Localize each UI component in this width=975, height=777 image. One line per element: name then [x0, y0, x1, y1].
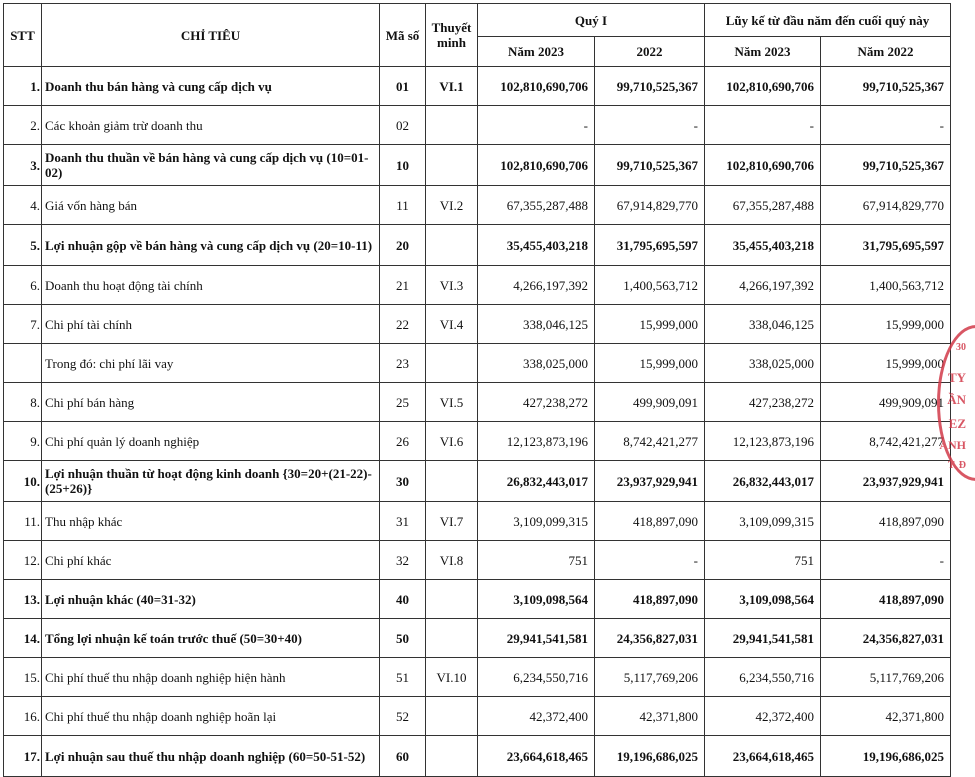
row-quarter-2023: - — [478, 106, 595, 145]
row-code: 25 — [380, 383, 426, 422]
row-stt: 14. — [4, 619, 42, 658]
row-indicator: Lợi nhuận sau thuế thu nhập doanh nghiệp (60=50-51-52) — [42, 736, 380, 777]
row-note — [426, 736, 478, 777]
row-quarter-2023: 338,025,000 — [478, 344, 595, 383]
row-stt: 9. — [4, 422, 42, 461]
row-indicator: Doanh thu thuần về bán hàng và cung cấp dịch vụ (10=01-02) — [42, 145, 380, 186]
table-row — [4, 383, 951, 422]
row-cumulative-2023: 338,025,000 — [705, 344, 821, 383]
table-row — [4, 186, 951, 225]
row-quarter-2022: 1,400,563,712 — [595, 266, 705, 305]
row-indicator: Giá vốn hàng bán — [42, 186, 380, 225]
row-indicator: Chi phí quản lý doanh nghiệp — [42, 422, 380, 461]
row-stt: 17. — [4, 736, 42, 777]
row-code: 60 — [380, 736, 426, 777]
row-code: 02 — [380, 106, 426, 145]
row-cumulative-2023: 427,238,272 — [705, 383, 821, 422]
row-stt — [4, 344, 42, 383]
row-cumulative-2023: 4,266,197,392 — [705, 266, 821, 305]
row-indicator: Chi phí khác — [42, 541, 380, 580]
row-quarter-2022: 8,742,421,277 — [595, 422, 705, 461]
row-stt: 13. — [4, 580, 42, 619]
row-stt: 1. — [4, 67, 42, 106]
row-indicator: Trong đó: chi phí lãi vay — [42, 344, 380, 383]
table-row — [4, 266, 951, 305]
table-row — [4, 697, 951, 736]
row-quarter-2023: 67,355,287,488 — [478, 186, 595, 225]
header-quarter-2022: 2022 — [595, 37, 705, 67]
row-cumulative-2022: 499,909,091 — [821, 383, 951, 422]
row-quarter-2023: 12,123,873,196 — [478, 422, 595, 461]
row-indicator: Các khoản giảm trừ doanh thu — [42, 106, 380, 145]
row-cumulative-2022: - — [821, 106, 951, 145]
row-code: 11 — [380, 186, 426, 225]
row-stt: 2. — [4, 106, 42, 145]
row-indicator: Tổng lợi nhuận kế toán trước thuế (50=30+40) — [42, 619, 380, 658]
row-quarter-2023: 102,810,690,706 — [478, 67, 595, 106]
row-note — [426, 697, 478, 736]
row-note — [426, 106, 478, 145]
row-indicator: Lợi nhuận thuần từ hoạt động kinh doanh {30=20+(21-22)-(25+26)} — [42, 461, 380, 502]
table-row — [4, 422, 951, 461]
row-cumulative-2023: 29,941,541,581 — [705, 619, 821, 658]
table-row — [4, 619, 951, 658]
row-cumulative-2022: 8,742,421,277 — [821, 422, 951, 461]
row-indicator: Chi phí thuế thu nhập doanh nghiệp hoãn lại — [42, 697, 380, 736]
row-cumulative-2022: 5,117,769,206 — [821, 658, 951, 697]
table-body — [4, 67, 951, 777]
table-row — [4, 106, 951, 145]
row-quarter-2022: 418,897,090 — [595, 580, 705, 619]
row-cumulative-2022: 42,371,800 — [821, 697, 951, 736]
row-note — [426, 344, 478, 383]
row-stt: 12. — [4, 541, 42, 580]
row-note: VI.6 — [426, 422, 478, 461]
row-cumulative-2022: 418,897,090 — [821, 580, 951, 619]
row-cumulative-2022: 1,400,563,712 — [821, 266, 951, 305]
row-stt: 4. — [4, 186, 42, 225]
row-cumulative-2023: 751 — [705, 541, 821, 580]
row-quarter-2022: 67,914,829,770 — [595, 186, 705, 225]
row-cumulative-2022: 418,897,090 — [821, 502, 951, 541]
row-note: VI.1 — [426, 67, 478, 106]
row-cumulative-2022: 24,356,827,031 — [821, 619, 951, 658]
header-note: Thuyết minh — [426, 4, 478, 67]
row-cumulative-2022: 99,710,525,367 — [821, 145, 951, 186]
table-row — [4, 225, 951, 266]
row-indicator: Lợi nhuận khác (40=31-32) — [42, 580, 380, 619]
row-cumulative-2023: - — [705, 106, 821, 145]
row-note: VI.10 — [426, 658, 478, 697]
row-code: 32 — [380, 541, 426, 580]
row-cumulative-2022: - — [821, 541, 951, 580]
row-quarter-2023: 42,372,400 — [478, 697, 595, 736]
row-quarter-2023: 3,109,099,315 — [478, 502, 595, 541]
table-header — [4, 4, 951, 67]
row-cumulative-2022: 15,999,000 — [821, 305, 951, 344]
header-quarter: Quý I — [478, 4, 705, 37]
row-cumulative-2023: 102,810,690,706 — [705, 145, 821, 186]
income-statement-table — [3, 3, 951, 777]
row-quarter-2023: 23,664,618,465 — [478, 736, 595, 777]
row-quarter-2023: 29,941,541,581 — [478, 619, 595, 658]
row-cumulative-2022: 15,999,000 — [821, 344, 951, 383]
table-row — [4, 541, 951, 580]
row-note — [426, 580, 478, 619]
row-code: 52 — [380, 697, 426, 736]
row-note — [426, 619, 478, 658]
table-row — [4, 461, 951, 502]
row-code: 01 — [380, 67, 426, 106]
row-quarter-2023: 751 — [478, 541, 595, 580]
row-quarter-2022: - — [595, 541, 705, 580]
row-quarter-2022: - — [595, 106, 705, 145]
row-quarter-2022: 418,897,090 — [595, 502, 705, 541]
table-row — [4, 305, 951, 344]
row-code: 40 — [380, 580, 426, 619]
row-note: VI.4 — [426, 305, 478, 344]
row-note: VI.2 — [426, 186, 478, 225]
row-code: 51 — [380, 658, 426, 697]
row-cumulative-2023: 102,810,690,706 — [705, 67, 821, 106]
row-stt: 11. — [4, 502, 42, 541]
header-cumulative-2022: Năm 2022 — [821, 37, 951, 67]
row-cumulative-2023: 338,046,125 — [705, 305, 821, 344]
row-cumulative-2022: 19,196,686,025 — [821, 736, 951, 777]
row-quarter-2023: 338,046,125 — [478, 305, 595, 344]
row-indicator: Thu nhập khác — [42, 502, 380, 541]
row-quarter-2022: 23,937,929,941 — [595, 461, 705, 502]
company-seal: 30 TY ẦN EZ ÀNH T. Đ — [937, 325, 975, 481]
row-stt: 16. — [4, 697, 42, 736]
row-indicator: Chi phí bán hàng — [42, 383, 380, 422]
row-cumulative-2023: 23,664,618,465 — [705, 736, 821, 777]
header-cumulative-2023: Năm 2023 — [705, 37, 821, 67]
row-quarter-2022: 5,117,769,206 — [595, 658, 705, 697]
row-quarter-2022: 499,909,091 — [595, 383, 705, 422]
row-code: 50 — [380, 619, 426, 658]
row-note: VI.3 — [426, 266, 478, 305]
row-quarter-2022: 24,356,827,031 — [595, 619, 705, 658]
row-stt: 3. — [4, 145, 42, 186]
header-stt: STT — [4, 4, 42, 67]
row-quarter-2023: 102,810,690,706 — [478, 145, 595, 186]
row-cumulative-2022: 23,937,929,941 — [821, 461, 951, 502]
row-quarter-2022: 15,999,000 — [595, 305, 705, 344]
row-indicator: Chi phí thuế thu nhập doanh nghiệp hiện hành — [42, 658, 380, 697]
table-row — [4, 502, 951, 541]
table-row — [4, 658, 951, 697]
row-stt: 6. — [4, 266, 42, 305]
table-row — [4, 580, 951, 619]
row-quarter-2022: 19,196,686,025 — [595, 736, 705, 777]
row-note: VI.5 — [426, 383, 478, 422]
row-cumulative-2023: 26,832,443,017 — [705, 461, 821, 502]
row-quarter-2023: 6,234,550,716 — [478, 658, 595, 697]
row-code: 31 — [380, 502, 426, 541]
row-indicator: Doanh thu bán hàng và cung cấp dịch vụ — [42, 67, 380, 106]
row-quarter-2022: 99,710,525,367 — [595, 67, 705, 106]
row-code: 20 — [380, 225, 426, 266]
row-code: 26 — [380, 422, 426, 461]
row-note: VI.8 — [426, 541, 478, 580]
row-indicator: Lợi nhuận gộp về bán hàng và cung cấp dịch vụ (20=10-11) — [42, 225, 380, 266]
row-cumulative-2023: 3,109,098,564 — [705, 580, 821, 619]
row-code: 23 — [380, 344, 426, 383]
row-code: 21 — [380, 266, 426, 305]
header-quarter-2023: Năm 2023 — [478, 37, 595, 67]
row-cumulative-2023: 12,123,873,196 — [705, 422, 821, 461]
row-cumulative-2023: 42,372,400 — [705, 697, 821, 736]
row-cumulative-2023: 3,109,099,315 — [705, 502, 821, 541]
row-cumulative-2022: 99,710,525,367 — [821, 67, 951, 106]
row-quarter-2022: 42,371,800 — [595, 697, 705, 736]
table-row — [4, 67, 951, 106]
row-note — [426, 461, 478, 502]
row-quarter-2023: 4,266,197,392 — [478, 266, 595, 305]
header-code: Mã số — [380, 4, 426, 67]
row-code: 22 — [380, 305, 426, 344]
row-quarter-2023: 3,109,098,564 — [478, 580, 595, 619]
row-quarter-2022: 99,710,525,367 — [595, 145, 705, 186]
row-stt: 10. — [4, 461, 42, 502]
table-row — [4, 736, 951, 777]
row-indicator: Chi phí tài chính — [42, 305, 380, 344]
row-quarter-2023: 35,455,403,218 — [478, 225, 595, 266]
row-stt: 7. — [4, 305, 42, 344]
row-stt: 15. — [4, 658, 42, 697]
row-quarter-2023: 427,238,272 — [478, 383, 595, 422]
row-cumulative-2023: 67,355,287,488 — [705, 186, 821, 225]
row-note — [426, 145, 478, 186]
row-cumulative-2022: 31,795,695,597 — [821, 225, 951, 266]
row-cumulative-2022: 67,914,829,770 — [821, 186, 951, 225]
row-cumulative-2023: 35,455,403,218 — [705, 225, 821, 266]
row-indicator: Doanh thu hoạt động tài chính — [42, 266, 380, 305]
row-code: 10 — [380, 145, 426, 186]
row-note: VI.7 — [426, 502, 478, 541]
row-quarter-2022: 15,999,000 — [595, 344, 705, 383]
row-stt: 8. — [4, 383, 42, 422]
table-row — [4, 344, 951, 383]
row-quarter-2022: 31,795,695,597 — [595, 225, 705, 266]
row-stt: 5. — [4, 225, 42, 266]
table-row — [4, 145, 951, 186]
header-indicator: CHỈ TIÊU — [42, 4, 380, 67]
row-note — [426, 225, 478, 266]
row-cumulative-2023: 6,234,550,716 — [705, 658, 821, 697]
row-quarter-2023: 26,832,443,017 — [478, 461, 595, 502]
header-cumulative: Lũy kế từ đầu năm đến cuối quý này — [705, 4, 951, 37]
row-code: 30 — [380, 461, 426, 502]
